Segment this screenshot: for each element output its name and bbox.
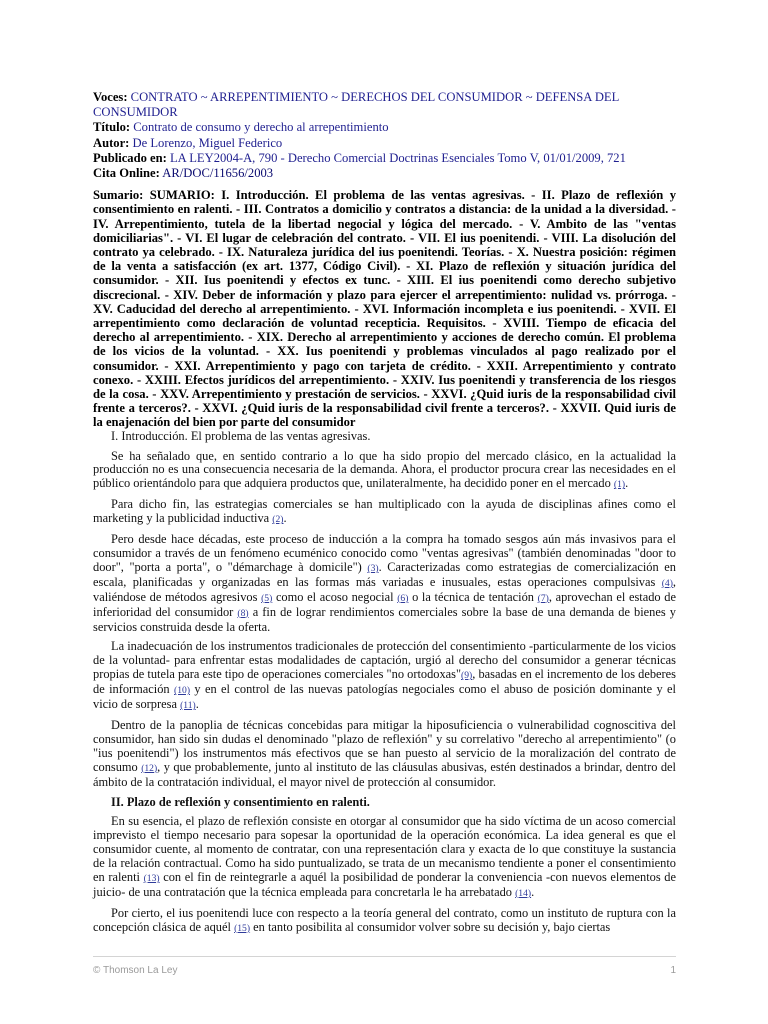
paragraph: Para dicho fin, las estrategias comerciales se han multiplicado con la ayuda de disciplinas afines como el marketing y la publicidad inductiva (2). xyxy=(93,497,676,526)
voces-label: Voces: xyxy=(93,90,128,104)
document-page xyxy=(93,90,676,942)
titulo-label: Título: xyxy=(93,120,131,135)
titulo-value: Contrato de consumo y derecho al arrepentimiento xyxy=(133,120,389,135)
paragraph-text: con el fin de reintegrarle a aquél la posibilidad de ponderar la conveniencia -con nuevos elementos de juicio- de una contratación que la técnica empleada para concretarla le ha arrebatado xyxy=(93,870,676,899)
footnote-link[interactable]: (5) xyxy=(261,592,273,604)
paragraph-text: a fin de lograr rendimientos comerciales sobre la base de una demanda de bienes y servicios construida desde la oferta. xyxy=(93,604,676,634)
publicado-line xyxy=(93,151,676,166)
paragraph-text: , basadas en el incremento de los deberes de información xyxy=(93,667,676,697)
footnote-link[interactable]: (14) xyxy=(515,887,532,899)
paragraph xyxy=(93,719,676,790)
footnote-link[interactable]: (7) xyxy=(537,592,549,604)
footnote-link[interactable]: (3) xyxy=(367,562,379,574)
footnote-link[interactable]: (10) xyxy=(174,685,191,697)
footnote-link[interactable]: (1) xyxy=(613,479,626,491)
footnote-link[interactable]: (15) xyxy=(234,922,251,934)
footnote-link[interactable]: (4) xyxy=(661,577,673,589)
footnote-link[interactable]: (9) xyxy=(461,670,473,682)
publicado-label: Publicado en: xyxy=(93,150,167,165)
paragraph-text: Pero desde hace décadas, este proceso de inducción a la compra ha tomado sesgos aún más invasivos para el consumidor a través de un fenómeno ecuménico conocido como "ventas agresivas" (también denominadas "door to door", "porta a porta", o "démarchage à domicile") xyxy=(93,532,676,574)
footnote-link[interactable]: (11) xyxy=(180,700,196,712)
paragraph-text: , aprovechan el estado de inferioridad del consumidor xyxy=(93,589,676,619)
autor-label: Autor: xyxy=(93,135,130,150)
paragraph-text: o la técnica de tentación xyxy=(412,589,534,604)
paragraph-text: en tanto posibilita al consumidor volver sobre su decisión y, bajo ciertas xyxy=(253,919,611,934)
paragraph: La inadecuación de los instrumentos tradicionales de protección del consentimiento -particularmente de los vicios de la voluntad- para enfrentar estas modalidades de captación, urgió al derecho del consumidor a generar técnicas propias de tutela para este tipo de operaciones comerciales "no ortodoxas"(9), basadas en el incremento de los deberes de información (10) y en el control de las nuevas patologías negociales como el abuso de posición dominante y el vicio de sorpresa (11). xyxy=(93,639,676,712)
cita-label: Cita Online: xyxy=(93,166,160,181)
paragraph-text: como el acoso negocial xyxy=(275,589,394,604)
paragraph: Se ha señalado que, en sentido contrario a lo que ha sido propio del mercado clásico, en la actualidad la producción no es una consecuencia necesaria de la demanda. Ahora, el productor procura crear las necesidades en el público orientándolo para que adquiera productos que, unilateralmente, ha decidido poner en el mercado (1). xyxy=(93,448,676,491)
paragraph-text: y en el control de las nuevas patologías negociales como el abuso de posición dominante y el vicio de sorpresa xyxy=(93,682,676,712)
footnote-link[interactable]: (12) xyxy=(141,762,158,774)
cita-line xyxy=(93,166,676,181)
section-heading-text: II. Plazo de reflexión y consentimiento en ralenti. xyxy=(111,794,370,809)
page-footer xyxy=(93,956,676,976)
section-1-title: I. Introducción. El problema de las ventas agresivas. xyxy=(111,428,371,443)
paragraph-text: , valiéndose de métodos agresivos xyxy=(93,574,676,604)
voces-line xyxy=(93,90,676,120)
paragraph-text: Por cierto, el ius poenitendi luce con respecto a la teoría general del contrato, como un instituto de ruptura con la concepción clásica de aquél xyxy=(93,905,676,934)
copyright-text: © Thomson La Ley xyxy=(93,965,178,976)
paragraph-text: Para dicho fin, las estrategias comerciales se han multiplicado con la ayuda de disciplinas afines como el marketing y la publicidad inductiva xyxy=(93,497,676,526)
voces-value: CONTRATO ~ ARREPENTIMIENTO ~ DERECHOS DEL CONSUMIDOR ~ DEFENSA DEL CONSUMIDOR xyxy=(93,90,619,120)
footnote-link[interactable]: (6) xyxy=(397,592,409,604)
paragraph-text: Dentro de la panoplia de técnicas concebidas para mitigar la hiposuficiencia o vulnerabilidad cognoscitiva del consumidor, han sido sin dudas el denominado "plazo de reflexión" y su correlativo "derecho al arrepentimiento" (o "ius poenitendi") los instrumentos más efectivos que se han puesto al servicio de la moralización del contrato de consumo xyxy=(93,717,676,774)
footnote-link[interactable]: (8) xyxy=(237,607,249,619)
section-2-title xyxy=(93,796,676,810)
paragraph-text: . Caracterizadas como estrategias de comercialización en escala, planificadas y organizadas en las formas más variadas e inusuales, estas operaciones compulsivas xyxy=(93,559,676,589)
paragraph: En su esencia, el plazo de reflexión consiste en otorgar al consumidor que ha sido víctima de un acoso comercial imprevisto el tiempo necesario para sopesar la oportunidad de la operación económica. La idea general es que el consumidor cuente, al momento de contratar, con una representación clara y exacta de lo que constituye la sustancia de la relación contractual. Como ha sido puntualizado, se trata de un mecanismo tendiente a poner el consentimiento en ralenti (13) con el fin de reintegrarle a aquél la posibilidad de ponderar la conveniencia -con nuevos elementos de juicio- de una contratación que la técnica empleada para concretarla le ha arrebatado (14). xyxy=(93,814,676,899)
document-metadata xyxy=(93,90,676,181)
publicado-value: LA LEY2004-A, 790 - Derecho Comercial Doctrinas Esenciales Tomo V, 01/01/2009, 721 xyxy=(169,150,626,165)
footnote-link[interactable]: (2) xyxy=(272,514,284,526)
paragraph-text: La inadecuación de los instrumentos tradicionales de protección del consentimiento -particularmente de los vicios de la voluntad- para enfrentar estas modalidades de captación, urgió al derecho del consumidor a generar técnicas propias de tutela para este tipo de operaciones comerciales "no ortodoxas" xyxy=(93,639,676,682)
footnote-link[interactable]: (13) xyxy=(143,873,160,885)
paragraph-text: En su esencia, el plazo de reflexión consiste en otorgar al consumidor que ha sido víctima de un acoso comercial imprevisto el tiempo necesario para sopesar la oportunidad de la operación económica. La idea general es que el consumidor cuente, al momento de contratar, con una representación clara y exacta de lo que constituye la sustancia de la relación contractual. Como ha sido puntualizado, se trata de un mecanismo tendiente a poner el consentimiento en ralenti xyxy=(93,814,676,885)
page-number: 1 xyxy=(670,965,676,976)
paragraph-text: Se ha señalado que, en sentido contrario a lo que ha sido propio del mercado clásico, en la actualidad la producción no es una consecuencia necesaria de la demanda. Ahora, el productor procura crear las necesidades en el público orientándolo para que adquiera productos que, unilateralmente, ha decidido poner en el mercado xyxy=(93,448,676,491)
autor-value: De Lorenzo, Miguel Federico xyxy=(132,135,283,150)
paragraph xyxy=(93,907,676,936)
cita-value: AR/DOC/11656/2003 xyxy=(162,166,274,181)
titulo-line xyxy=(93,120,676,135)
summary: Sumario: SUMARIO: I. Introducción. El problema de las ventas agresivas. - II. Plazo de reflexión y consentimiento en ralenti. - III. Contratos a domicilio y contratos a distancia: de la unidad a la diversidad. - IV. Arrepentimiento, tutela de la libertad negocial y lógica del mercado. - V. Ambito de las "ventas domiciliarias". - VI. El lugar de celebración del contrato. - VII. El ius poenitendi. - VIII. La disolución del contrato ya celebrado. - IX. Naturaleza jurídica del ius poenitendi. Teorías. - X. Nuestra posición: régimen de la venta a satisfacción (ex art. 1377, Código Civil). - XI. Plazo de reflexión y situación jurídica del consumidor. - XII. Ius poenitendi y efectos ex tunc. - XIII. El ius poenitendi como derecho subjetivo discrecional. - XIV. Deber de información y plazo para ejercer el arrepentimiento: nulidad vs. prórroga. - XV. Caducidad del derecho al arrepentimiento. - XVI. Información incompleta e ius poenitendi. - XVII. El arrepentimiento como declaración de voluntad recepticia. Requisitos. - XVIII. Tiempo de eficacia del derecho al arrepentimiento. - XIX. Derecho al arrepentimiento y acciones de derecho común. El problema de los vicios de la voluntad. - XX. Ius poenitendi y problemas vinculados al pago realizado por el consumidor. - XXI. Arrepentimiento y pago con tarjeta de crédito. - XXII. Arrepentimiento y contrato conexo. - XXIII. Efectos jurídicos del arrepentimiento. - XXIV. Ius poenitendi y transferencia de los riesgos de la cosa. - XXV. Arrepentimiento y prestación de servicios. - XXVI. ¿Quid iuris de la responsabilidad civil frente a terceros?. - XXVI. ¿Quid iuris de la responsabilidad civil frente a terceros?. - XXVII. Quid iuris de la enajenación del bien por parte del consumidor xyxy=(93,188,676,430)
paragraph-text: , y que probablemente, junto al instituto de las cláusulas abusivas, estén destinados a brindar, dentro del ámbito de la contratación individual, el mayor nivel de protección al consumidor. xyxy=(93,759,676,789)
autor-line xyxy=(93,136,676,151)
paragraph xyxy=(93,533,676,634)
